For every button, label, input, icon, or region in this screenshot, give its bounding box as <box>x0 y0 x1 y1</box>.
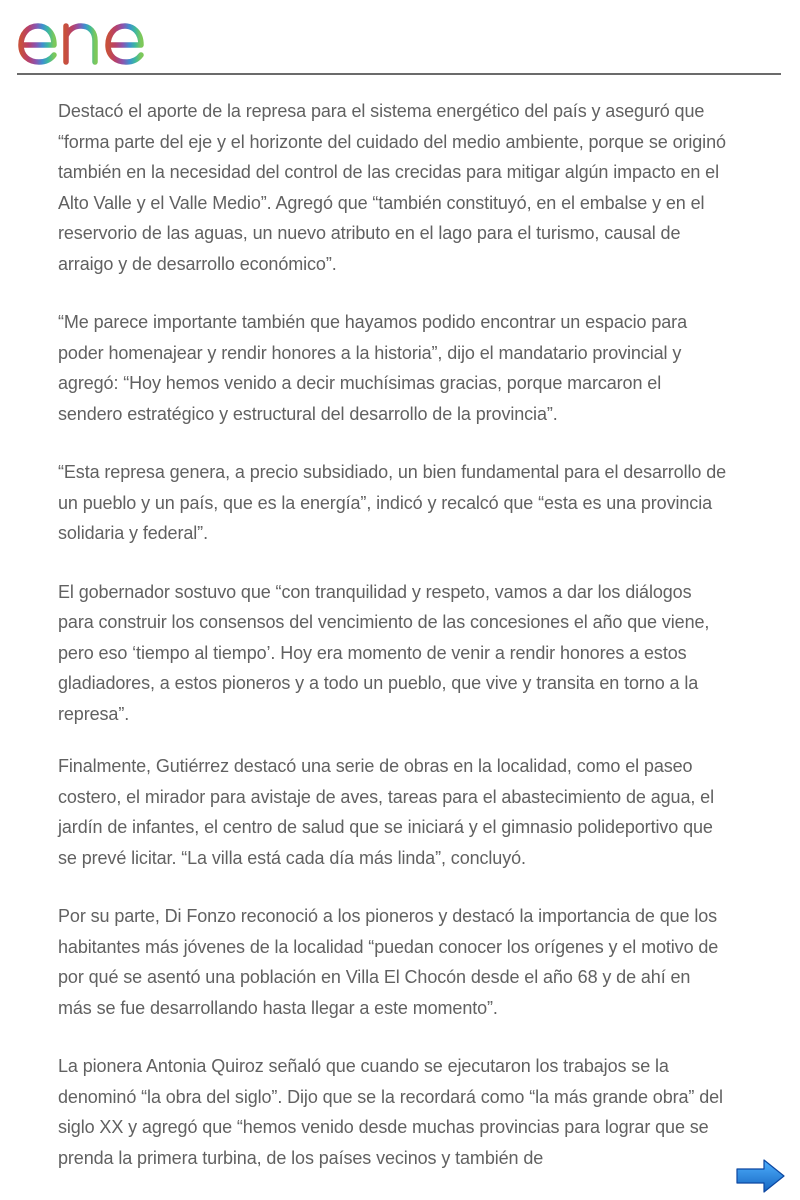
arrow-right-icon[interactable] <box>734 1158 786 1194</box>
header-divider <box>17 73 781 75</box>
enel-logo[interactable] <box>14 12 174 70</box>
article-paragraph: “Me parece importante también que hayamos podido encontrar un espacio para poder homenajear y rendir honores a la historia”, dijo el mandatario provincial y agregó: “Hoy hemos venido a decir muchísimas gracias, porque marcaron el sendero estratégico y estructural del desarrollo de la provincia”. <box>58 312 687 424</box>
article-paragraph: La pionera Antonia Quiroz señaló que cuando se ejecutaron los trabajos se la denominó “la obra del siglo”. Dijo que se la recordará como “la más grande obra” del siglo XX y agregó que “hemos venido desde muchas provincias para lograr que se prenda la primera turbina, de los países vecinos y también de <box>58 1056 723 1168</box>
article-paragraph: El gobernador sostuvo que “con tranquilidad y respeto, vamos a dar los diálogos para construir los consensos del vencimiento de las concesiones el año que viene, pero eso ‘tiempo al tiempo’. Hoy era momento de venir a rendir honores a estos gladiadores, a estos pioneros y a todo un pueblo, que vive y transita en torno a la represa”. <box>58 581 710 724</box>
header <box>0 0 800 76</box>
article-paragraph: Destacó el aporte de la represa para el sistema energético del país y aseguró que “forma parte del eje y el horizonte del cuidado del medio ambiente, porque se originó también en la necesidad del control de las crecidas para mitigar algún impacto en el Alto Valle y el Valle Medio”. Agregó que “también constituyó, en el embalse y en el reservorio de las aguas, un nuevo atributo en el lago para el turismo, causal de arraigo y de desarrollo económico”. <box>58 101 726 274</box>
article-paragraph: Por su parte, Di Fonzo reconoció a los pioneros y destacó la importancia de que los habitantes más jóvenes de la localidad “puedan conocer los orígenes y el motivo de por qué se asentó una población en Villa El Chocón desde el año 68 y de ahí en más se fue desarrollando hasta llegar a este momento”. <box>58 906 719 1018</box>
article-paragraph: Finalmente, Gutiérrez destacó una serie de obras en la localidad, como el paseo costero, el mirador para avistaje de aves, tareas para el abastecimiento de agua, el jardín de infantes, el centro de salud que se iniciará y el gimnasio polideportivo que se prevé licitar. “La villa está cada día más linda”, concluyó. <box>58 756 714 868</box>
article-body <box>58 96 728 1173</box>
article-paragraph: “Esta represa genera, a precio subsidiado, un bien fundamental para el desarrollo de un pueblo y un país, que es la energía”, indicó y recalcó que “esta es una provincia solidaria y federal”. <box>58 462 727 543</box>
